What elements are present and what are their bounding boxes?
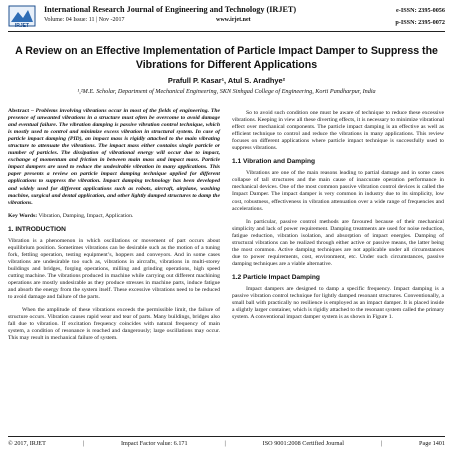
svg-text:IRJET: IRJET bbox=[14, 23, 30, 28]
footer-separator: | bbox=[82, 440, 85, 447]
footer-separator: | bbox=[380, 440, 383, 447]
pissn: p-ISSN: 2395-0072 bbox=[395, 19, 445, 26]
keywords-text: Vibration, Damping, Impact, Application. bbox=[37, 212, 134, 219]
intro-paragraph-1: Vibration is a phenomenon in which oscillations or movement of part occurs about equilibrium position. Sometimes vibrations can be desirable such as the motion of a tuning fork, fettling operation, testing equipment’s, hoppers and conveyors. And in some cases vibrations are undesirable too such as, vibrations in aircrafts, vibrations in multi-storey buildings and bridges, forging operations, milling and grinding operations, high speed cutting machine. The vibrations produced in machine while carrying out different machining operations are mostly undesirable as they produce stresses in machine parts, induce fatigue and absorb the energy from the system itself. These excessive vibrations need to be reduced to avoid damage and failure of the parts. bbox=[8, 237, 220, 301]
footer-divider bbox=[8, 436, 445, 437]
intro-paragraph-3: So to avoid such condition one must be aware of technique to reduce these excessive vibrations. Keeping in view all these diverting effects, it is necessary to minimize vibrational effect over mechanical components. The particle impact damping is an effective as well as efficient technique to control and reduce the vibrations in many applications. This review focuses on different applications where particle impact technique is successfully used to suppress vibrations. bbox=[232, 110, 444, 152]
vibration-damping-paragraph-2: In particular, passive control methods are favoured because of their mechanical simplicity and lack of power requirement. Damping treatments are used for noise reduction, fatigue reduction, vibration isolation, and absorption of impact energies. Damping of structural vibrations can be realized through either active or passive means, the latter being the most common. Active damping techniques are not applicable under all circumstances due to power requirements, cost, environment, etc. Under such circumstances, passive damping techniques are a viable alternative. bbox=[232, 218, 444, 267]
keywords bbox=[8, 213, 220, 220]
abstract bbox=[8, 108, 220, 207]
section-heading-vibration-damping: 1.1 Vibration and Damping bbox=[232, 158, 316, 166]
footer-impact-factor: Impact Factor value: 6.171 bbox=[120, 440, 188, 447]
section-heading-particle-impact-damping: 1.2 Particle Impact Damping bbox=[232, 273, 320, 281]
intro-paragraph-2: When the amplitude of these vibrations exceeds the permissible limit, the failure of structure occurs. Vibration causes rapid wear and tear of parts. Many buildings, bridges also fall due to vibration. If excitation frequency coincides with natural frequency of main system, a condition of resonance is reached and dangerously; large oscillations may occur. This may result in mechanical failure of system. bbox=[8, 307, 220, 342]
abstract-text: Problems involving vibrations occur in most of the fields of engineering. The presence of unwanted vibrations in a structure must often be overcome to avoid damage and eventual failure. The vibration damping is passive vibration control technique, which is mostly used to control and minimize excess vibration in structural system. In case of particle impact damping (PID), an impact mass is rigidly attached to the main vibrating structure to attenuate the vibrations. The impact mass either contains single particle or number of particles. The dissipation of vibrational energy will occur due to impact, exchange of momentum and friction in between main mass and impact mass. Particle impact dampers are used to reduce the undesirable vibration in many applications. This paper presents a review on particle impact damping technique applied for different applications to suppress the vibration. Impact damping technology has been developed and widely used for different applications such as robots, aircraft, airplane, washing machine, surgical and dental application, and other lightly damped structures to damp the vibrations. bbox=[8, 108, 221, 206]
right-column bbox=[232, 110, 444, 321]
paper-authors: Prafull P. Kasar¹, Atul S. Aradhye² bbox=[167, 76, 286, 85]
journal-website-link[interactable]: www.irjet.net bbox=[216, 17, 251, 23]
particle-impact-paragraph: Impact dampers are designed to damp a specific frequency. Impact damping is a passive vibration control technique for lightly damped resonant structures. Conventionally, a small ball with practically no resilience is employed as an impact damper. It is placed inside a slightly larger container, which is rigidly attached to the resonant system called the primary system. A conventional impact damper system is as shown in Figure 1. bbox=[232, 285, 444, 321]
issn-block bbox=[395, 5, 445, 29]
page-header bbox=[8, 4, 445, 30]
footer-iso: ISO 9001:2008 Certified Journal bbox=[262, 440, 344, 447]
abstract-label: Abstract – bbox=[8, 108, 34, 114]
section-heading-introduction: 1. INTRODUCTION bbox=[8, 225, 66, 233]
page-footer bbox=[8, 440, 445, 447]
journal-name: International Research Journal of Engineering and Technology (IRJET) bbox=[44, 5, 297, 14]
footer-copyright: © 2017, IRJET bbox=[8, 440, 46, 447]
irjet-logo-icon bbox=[8, 4, 36, 28]
paper-affiliation: ¹,²M.E. Scholar, Department of Mechanical Engineering, SKN Sinhgad College of Engineering, Korti Pandharpur, India bbox=[77, 88, 376, 95]
vibration-damping-paragraph-1: Vibrations are one of the main reasons leading to partial damage and in some cases collapse of tall structures and the main cause of inaccurate operation performance in mechanical devices. One of the most common passive vibration control devices is called the Impact Damper. The impact damper is very common in industry due to its simplicity, low cost, robustness, effectiveness in vibration attenuation over a wide range of frequencies and accelerations. bbox=[232, 170, 444, 212]
left-column bbox=[8, 108, 220, 342]
volume-issue: Volume: 04 Issue: 11 | Nov -2017 bbox=[44, 17, 125, 23]
eissn: e-ISSN: 2395-0056 bbox=[396, 7, 445, 14]
footer-separator: | bbox=[224, 440, 226, 447]
keywords-label: Key Words: bbox=[8, 212, 38, 219]
paper-title: A Review on an Effective Implementation of Particle Impact Damper to Suppress the Vibrations for Different Applications bbox=[15, 45, 438, 71]
header-divider bbox=[8, 31, 445, 32]
footer-page-number: Page 1401 bbox=[419, 440, 445, 447]
